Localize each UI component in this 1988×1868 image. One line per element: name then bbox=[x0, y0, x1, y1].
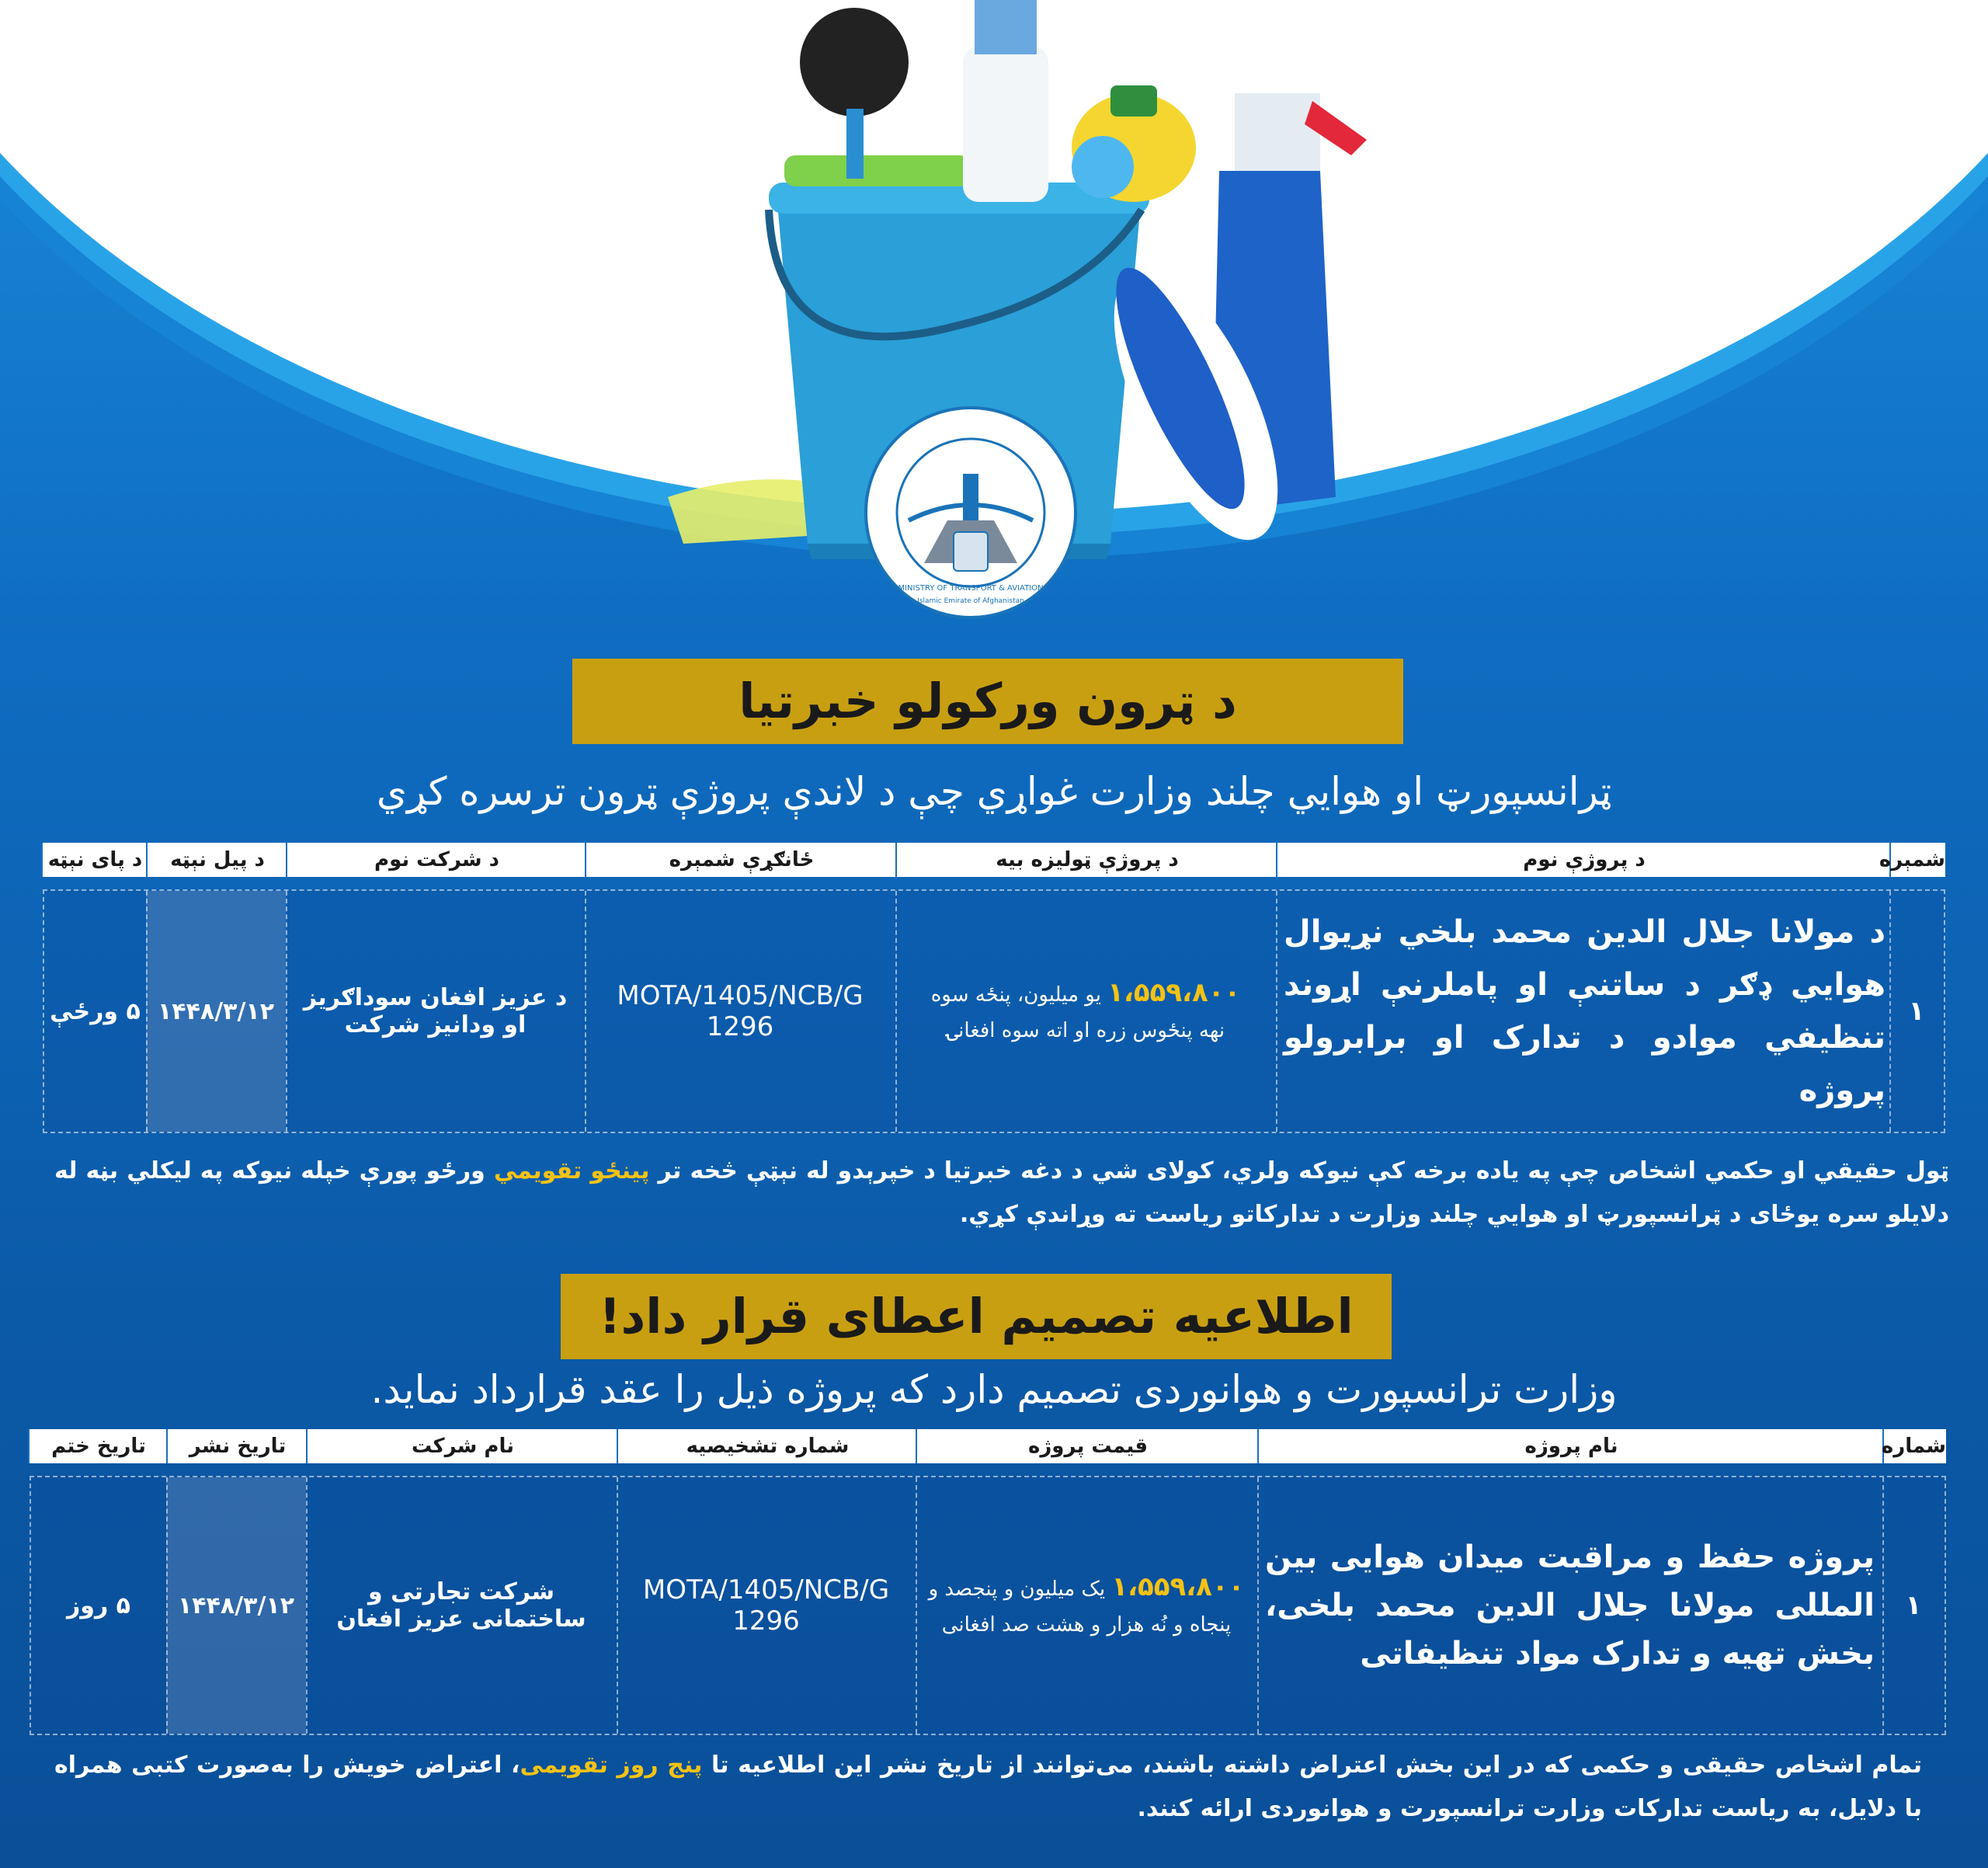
pashto-note-highlight: پینځو تقویمي bbox=[493, 1157, 650, 1184]
dari-table-header bbox=[30, 1429, 1946, 1463]
header-company: د شرکت نوم bbox=[286, 843, 586, 877]
pashto-note-part1: ټول حقیقي او حکمي اشخاص چې په یاده برخه کې نیوکه ولري، کولای شي د دغه خبرتیا د خپرېدو له نېټې څخه تر bbox=[658, 1157, 1949, 1184]
cell-end-date: ۵ ورځې bbox=[50, 997, 141, 1025]
cell-project-name: پروژه حفظ و مراقبت میدان هوایی بین المللی مولانا جلال الدین محمد بلخی، بخش تهیه و تدارک مواد تنظیفاتی bbox=[1265, 1539, 1875, 1671]
cell-number: ۱ bbox=[1908, 996, 1925, 1027]
header-publish-date: تاریخ نشر bbox=[166, 1429, 308, 1463]
dari-note-part2: ، اعتراض خویش را به‌صورت کتبی همراه با دلایل، به ریاست تدارکات وزارت ترانسپورت و هوانوردی ارائه کنند. bbox=[54, 1751, 1922, 1822]
price-words-2: نهه پنځوس زره او اته سوه افغانۍ bbox=[946, 1018, 1225, 1042]
header-code: ځانګړې شمېره bbox=[585, 843, 897, 877]
ministry-emblem-logo bbox=[862, 404, 1079, 629]
pashto-note-part2: ورځو پورې خپله نیوکه په لیکلي بڼه له دلایلو سره یوځای د ټرانسپورټ او هوايي چلند وزارت د تدارکاتو ریاست ته وړاندې کړي. bbox=[54, 1157, 1949, 1228]
cell-company: شرکت تجارتی و ساختمانی عزیز افغان bbox=[336, 1578, 586, 1633]
cell-project-name: د مولانا جلال الدین محمد بلخي نړیوال هوايي ډګر د ساتنې او پاملرنې اړوند تنظیفي موادو د تدارک او برابرولو پروژه bbox=[1284, 914, 1885, 1108]
dari-title: اطلاعیه تصمیم اعطای قرار داد! bbox=[599, 1288, 1354, 1344]
dari-subtitle: وزارت ترانسپورت و هوانوردی تصمیم دارد که پروژه ذیل را عقد قرارداد نماید. bbox=[370, 1367, 1618, 1412]
price-words-1: یو میلیون، پنځه سوه bbox=[930, 983, 1101, 1007]
header-end-date: د پای نېټه bbox=[41, 843, 148, 877]
dari-title-banner bbox=[561, 1274, 1392, 1359]
header-number: شمېره bbox=[1889, 843, 1945, 877]
dari-note-highlight: پنج روز تقویمی bbox=[520, 1751, 703, 1779]
cell-code: MOTA/1405/NCB/G 1296 bbox=[617, 980, 864, 1042]
header-end-date: تاریخ ختم bbox=[28, 1429, 168, 1463]
header-project-name: د پروژې نوم bbox=[1276, 843, 1891, 877]
cell-total-price bbox=[895, 891, 1276, 1132]
header-code: شماره تشخیصیه bbox=[617, 1429, 917, 1463]
svg-text:Islamic Emirate of Afghanistan: Islamic Emirate of Afghanistan bbox=[917, 597, 1024, 605]
price-number: ۱،۵۵۹،۸۰۰ bbox=[1107, 976, 1241, 1008]
dari-table bbox=[0, 1429, 1988, 1740]
header-total-price: د پروژې ټولیزه بیه bbox=[895, 843, 1277, 877]
pashto-subtitle: ټرانسپورټ او هوايي چلند وزارت غواړي چې د لاندې پروژې ټرون ترسره کړي bbox=[376, 769, 1612, 814]
pashto-table-row bbox=[43, 889, 1945, 1133]
cell-company: د عزیز افغان سوداګریز او ودانیز شرکت bbox=[303, 984, 568, 1038]
price-words-2: پنجاه و نُه هزار و هشت صد افغانی bbox=[941, 1612, 1232, 1637]
cell-end-date: ۵ روز bbox=[67, 1591, 130, 1619]
svg-text:MINISTRY OF TRANSPORT & AVIATI: MINISTRY OF TRANSPORT & AVIATION bbox=[898, 584, 1044, 593]
cell-publish-date: ۱۴۴۸/۳/۱۲ bbox=[177, 1591, 295, 1619]
price-words-1: یک میلیون و پنجصد و bbox=[928, 1577, 1106, 1601]
pashto-table bbox=[0, 843, 1988, 1153]
pashto-table-header bbox=[43, 843, 1945, 877]
pashto-note bbox=[54, 1150, 1949, 1237]
header-number: شماره bbox=[1882, 1429, 1946, 1463]
pashto-title-banner bbox=[572, 659, 1403, 744]
header-project-name: نام پروژه bbox=[1257, 1429, 1884, 1463]
cell-price bbox=[916, 1477, 1257, 1734]
price-number: ۱،۵۵۹،۸۰۰ bbox=[1111, 1571, 1245, 1602]
header-price: قیمت پروژه bbox=[916, 1429, 1259, 1463]
dari-note bbox=[54, 1744, 1922, 1831]
cell-code: MOTA/1405/NCB/G 1296 bbox=[642, 1574, 890, 1637]
dari-note-part1: تمام اشخاص حقیقی و حکمی که در این بخش اعتراض داشته باشند، می‌توانند از تاریخ نشر این اطلاعیه تا bbox=[711, 1751, 1923, 1779]
header-start-date: د پیل نېټه bbox=[146, 843, 287, 877]
cell-number: ۱ bbox=[1905, 1590, 1922, 1621]
pashto-title: د ټرون ورکولو خبرتیا bbox=[739, 673, 1237, 729]
header-company: نام شرکت bbox=[306, 1429, 618, 1463]
cell-start-date: ۱۴۴۸/۳/۱۲ bbox=[157, 997, 275, 1025]
dari-table-row bbox=[30, 1476, 1946, 1735]
